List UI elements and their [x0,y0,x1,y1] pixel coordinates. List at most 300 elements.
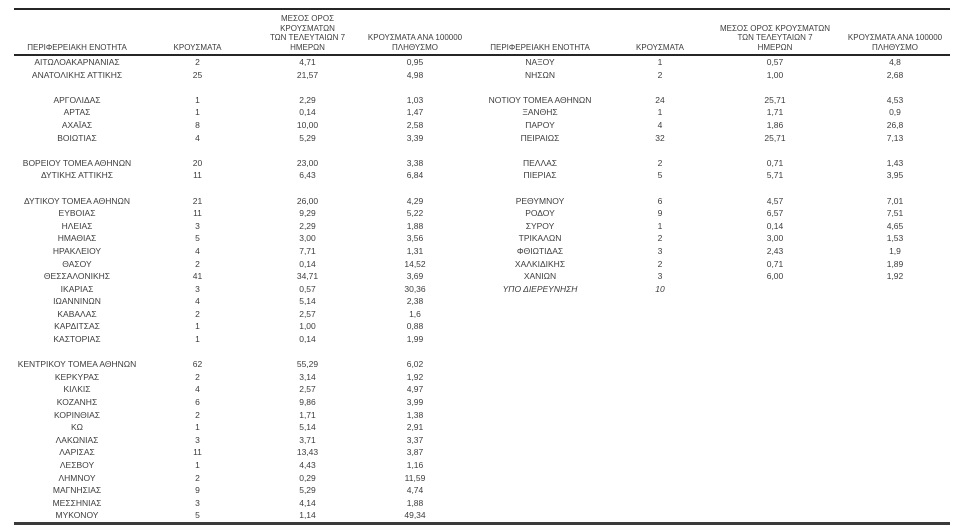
avg7-cell [255,182,360,195]
region-cell: ΘΕΣΣΑΛΟΝΙΚΗΣ [43,271,111,282]
table-row [14,320,950,333]
table-row [14,497,950,510]
cases-cell [610,81,710,94]
region-cell: ΚΟΡΙΝΘΙΑΣ [53,409,101,420]
table-row [14,132,950,145]
avg7-cell: 0,29 [299,472,316,483]
avg7-cell: 0,57 [299,283,316,294]
col-header-region-left: ΠΕΡΙΦΕΡΕΙΑΚΗ ΕΝΟΤΗΤΑ [14,9,140,55]
region-cell: ΑΡΤΑΣ [63,107,91,118]
table-row [14,434,950,447]
cases-cell: 2 [195,409,200,420]
region-cell [470,358,610,371]
avg7-cell [710,446,840,459]
region-cell: ΑΙΤΩΛΟΑΚΑΡΝΑΝΙΑΣ [34,57,120,67]
table-row [14,220,950,233]
per100k-cell [840,144,950,157]
avg7-cell: 1,71 [766,107,784,118]
table-header [14,9,950,55]
region-cell: ΡΟΔΟΥ [525,208,555,219]
table-row [14,245,950,258]
per100k-cell: 1,43 [886,157,904,168]
per100k-cell: 6,84 [406,170,424,181]
table-row [14,207,950,220]
cases-cell: 9 [195,485,200,496]
region-cell: ΣΥΡΟΥ [525,220,555,231]
cases-cell [610,396,710,409]
table-row [14,484,950,497]
cases-cell: 2 [657,157,663,168]
region-cell: ΚΟΖΑΝΗΣ [56,397,98,408]
region-cell [470,383,610,396]
table-row [14,421,950,434]
table-row [14,94,950,107]
cases-cell: 20 [192,157,203,168]
per100k-cell: 1,31 [406,245,424,256]
avg7-cell [710,182,840,195]
cases-cell: 1 [195,460,200,470]
region-cell: ΚΕΝΤΡΙΚΟΥ ΤΟΜΕΑ ΑΘΗΝΩΝ [17,359,137,370]
per100k-cell: 6,02 [406,359,424,370]
avg7-cell: 2,29 [299,220,316,231]
region-cell: ΠΕΙΡΑΙΩΣ [520,132,560,143]
cases-cell [610,497,710,510]
col-header-per100k-right [840,9,950,55]
per100k-cell: 11,59 [404,472,426,483]
region-cell: ΜΥΚΟΝΟΥ [55,510,99,521]
region-cell: ΛΑΚΩΝΙΑΣ [55,434,99,445]
col-header-per100k-line2: ΠΛΗΘΥΣΜΟ [391,42,439,52]
per100k-cell: 7,51 [886,208,904,219]
region-cell [470,81,610,94]
avg7-cell [710,320,840,333]
region-cell: ΘΑΣΟΥ [62,258,92,269]
avg7-cell: 4,57 [766,195,784,206]
cases-cell: 8 [195,119,200,130]
avg7-cell: 3,00 [299,233,316,244]
region-cell: ΕΥΒΟΙΑΣ [58,208,96,219]
per100k-cell: 7,01 [886,195,904,206]
per100k-cell: 0,88 [406,321,424,332]
avg7-cell: 5,29 [299,132,316,143]
region-cell: ΒΟΡΕΙΟΥ ΤΟΜΕΑ ΑΘΗΝΩΝ [22,157,132,168]
cases-cell: 4 [195,384,200,395]
avg7-cell [255,81,360,94]
avg7-cell: 0,71 [766,157,784,168]
per100k-cell [840,295,950,308]
cases-cell: 4 [195,245,200,256]
cases-cell [610,409,710,422]
region-cell: ΔΥΤΙΚΟΥ ΤΟΜΕΑ ΑΘΗΝΩΝ [23,195,131,206]
cases-cell: 2 [195,57,200,67]
avg7-cell [710,434,840,447]
cases-cell: 1 [657,57,663,67]
table-row [14,169,950,182]
cases-cell [140,346,255,359]
per100k-cell: 5,22 [406,208,424,219]
avg7-cell [255,346,360,359]
col-header-per100k-line1: ΚΡΟΥΣΜΑΤΑ ΑΝΑ 100000 [847,33,943,42]
region-cell: ΥΠΟ ΔΙΕΡΕΥΝΗΣΗ [502,283,578,294]
avg7-cell: 2,57 [299,308,316,319]
per100k-cell [840,346,950,359]
cases-cell: 3 [195,220,200,231]
avg7-cell: 0,71 [766,258,784,269]
per100k-cell: 1,38 [406,409,424,420]
region-cell [470,446,610,459]
avg7-cell: 0,14 [766,220,784,231]
region-cell: ΗΡΑΚΛΕΙΟΥ [52,245,102,256]
region-cell [470,182,610,195]
col-header-per100k-left [360,9,470,55]
avg7-cell [710,333,840,346]
cases-cell: 4 [657,119,663,130]
per100k-cell [840,497,950,510]
region-cell: ΛΕΣΒΟΥ [59,460,95,470]
col-header-per100k-line1: ΚΡΟΥΣΜΑΤΑ ΑΝΑ 100000 [367,33,463,42]
cases-cell: 11 [193,208,202,219]
avg7-cell [710,308,840,321]
avg7-cell: 5,14 [299,296,316,307]
per100k-cell [840,81,950,94]
avg7-cell: 0,57 [766,57,784,67]
per100k-cell [840,320,950,333]
avg7-cell [710,283,840,296]
per100k-cell: 4,8 [889,57,901,67]
per100k-cell: 1,47 [406,107,424,118]
region-cell: ΧΑΝΙΩΝ [523,271,557,282]
per100k-cell: 4,97 [406,384,424,395]
per100k-cell: 3,56 [406,233,424,244]
avg7-cell: 55,29 [296,359,319,370]
region-cell: ΜΕΣΣΗΝΙΑΣ [52,497,102,508]
per100k-cell [840,434,950,447]
col-header-cases-right: ΚΡΟΥΣΜΑΤΑ [610,9,710,55]
avg7-cell: 25,71 [764,94,786,105]
avg7-cell: 1,00 [766,69,784,80]
cases-cell: 5 [195,510,200,521]
table-row [14,295,950,308]
avg7-cell: 2,57 [299,384,316,395]
cases-cell [610,308,710,321]
avg7-cell: 6,43 [299,170,316,181]
region-cell: ΦΘΙΩΤΙΔΑΣ [516,245,564,256]
avg7-cell: 1,71 [299,409,316,420]
region-cell [14,346,140,359]
col-header-avg7-left [255,9,360,55]
region-cell: ΒΟΙΩΤΙΑΣ [57,132,97,143]
avg7-cell: 4,71 [299,57,316,67]
cases-cell: 3 [195,497,200,508]
region-cell: ΚΕΡΚΥΡΑΣ [54,371,100,382]
cases-cell: 3 [657,271,663,282]
per100k-cell: 30,36 [404,283,426,294]
per100k-cell: 4,29 [406,195,424,206]
per100k-cell [840,509,950,523]
region-cell [470,308,610,321]
cases-cell [610,459,710,472]
cases-cell: 62 [192,359,203,370]
per100k-cell [840,446,950,459]
avg7-cell [710,396,840,409]
region-cell [470,497,610,510]
avg7-cell: 4,14 [299,497,316,508]
avg7-cell: 5,29 [299,485,316,496]
per100k-cell: 3,99 [406,397,424,408]
region-cell: ΔΥΤΙΚΗΣ ΑΤΤΙΚΗΣ [40,170,114,181]
region-cell: ΡΕΘΥΜΝΟΥ [515,195,565,206]
table-row [14,258,950,271]
table-row [14,55,950,69]
cases-cell: 5 [195,233,200,244]
avg7-cell: 13,43 [296,447,319,458]
per100k-cell: 3,38 [406,157,424,168]
table-row [14,195,950,208]
avg7-cell: 5,71 [766,170,784,181]
table-row [14,283,950,296]
header-row [14,9,950,55]
avg7-cell [710,509,840,523]
avg7-cell [710,371,840,384]
table-body [14,55,950,523]
avg7-cell [710,472,840,485]
cases-table [14,8,950,525]
region-cell [470,484,610,497]
col-header-avg7-line1: ΜΕΣΟΣ ΟΡΟΣ ΚΡΟΥΣΜΑΤΩΝ [280,14,335,33]
region-cell: ΜΑΓΝΗΣΙΑΣ [52,485,102,496]
avg7-cell: 7,71 [299,245,316,256]
region-cell: ΙΩΑΝΝΙΝΩΝ [53,296,101,307]
per100k-cell [840,472,950,485]
cases-cell [610,371,710,384]
col-header-avg7-line2: ΤΩΝ ΤΕΛΕΥΤΑΙΩΝ 7 [737,33,813,42]
region-cell: ΚΑΒΑΛΑΣ [57,308,97,319]
cases-cell: 10 [655,283,665,294]
per100k-cell [840,371,950,384]
region-cell [470,144,610,157]
per100k-cell: 1,03 [406,94,424,105]
avg7-cell: 34,71 [296,271,319,282]
avg7-cell: 3,71 [299,434,316,445]
table-row [14,509,950,523]
region-cell [470,333,610,346]
region-cell [14,182,140,195]
cases-cell: 1 [195,321,200,332]
region-cell [14,144,140,157]
per100k-cell [360,81,470,94]
per100k-cell: 3,87 [406,447,424,458]
table-row [14,232,950,245]
avg7-cell: 1,14 [299,510,316,521]
avg7-cell: 9,29 [299,208,316,219]
cases-cell: 3 [195,283,200,294]
cases-cell: 1 [195,422,200,433]
avg7-cell [255,144,360,157]
region-cell [470,421,610,434]
avg7-cell [710,144,840,157]
avg7-cell: 4,43 [299,460,316,470]
cases-cell: 1 [195,334,200,345]
table-row [14,157,950,170]
avg7-cell: 6,00 [766,271,784,282]
avg7-cell: 0,14 [299,258,316,269]
region-cell [470,409,610,422]
col-header-avg7-line1: ΜΕΣΟΣ ΟΡΟΣ ΚΡΟΥΣΜΑΤΩΝ [719,23,831,33]
table-row [14,119,950,132]
region-cell [470,472,610,485]
per100k-cell: 2,68 [886,69,904,80]
table-row [14,308,950,321]
avg7-cell [710,383,840,396]
per100k-cell [840,421,950,434]
per100k-cell [360,182,470,195]
per100k-cell: 2,91 [406,422,424,433]
col-header-avg7-line3: ΗΜΕΡΩΝ [290,42,325,52]
table-row [14,69,950,82]
col-header-avg7-right [710,9,840,55]
avg7-cell: 5,14 [299,422,316,433]
col-header-cases-left: ΚΡΟΥΣΜΑΤΑ [140,9,255,55]
per100k-cell: 3,95 [886,170,904,181]
per100k-cell [840,333,950,346]
avg7-cell [710,497,840,510]
cases-cell: 4 [195,296,200,307]
cases-cell [610,333,710,346]
per100k-cell: 0,95 [406,57,424,67]
cases-cell [140,81,255,94]
cases-cell [610,446,710,459]
table-row [14,472,950,485]
cases-cell: 1 [657,220,663,231]
region-cell: ΝΗΣΩΝ [524,69,556,80]
cases-cell: 11 [193,447,202,458]
region-cell: ΠΙΕΡΙΑΣ [523,170,557,181]
cases-cell [610,484,710,497]
cases-cell [610,320,710,333]
per100k-cell: 3,39 [406,132,424,143]
per100k-cell: 3,37 [406,434,424,445]
cases-cell [610,421,710,434]
avg7-cell: 6,57 [766,208,784,219]
cases-cell [610,144,710,157]
region-cell [470,396,610,409]
table-row [14,371,950,384]
per100k-cell: 26,8 [886,119,904,130]
region-cell [470,371,610,384]
avg7-cell [710,484,840,497]
per100k-cell [840,383,950,396]
region-cell: ΛΑΡΙΣΑΣ [59,447,95,458]
region-cell: ΠΕΛΛΑΣ [522,157,558,168]
cases-cell: 6 [195,397,200,408]
region-cell: ΚΑΡΔΙΤΣΑΣ [54,321,100,332]
region-cell: ΚΩ [70,422,84,433]
region-cell [470,320,610,333]
per100k-cell: 1,92 [406,371,424,382]
cases-cell: 1 [195,94,200,105]
col-header-region-right: ΠΕΡΙΦΕΡΕΙΑΚΗ ΕΝΟΤΗΤΑ [470,9,610,55]
cases-cell: 41 [192,271,203,282]
per100k-cell: 4,53 [886,94,904,105]
cases-cell: 32 [655,132,665,143]
cases-cell: 4 [195,132,200,143]
per100k-cell: 1,89 [886,258,904,269]
per100k-cell [840,396,950,409]
avg7-cell [710,358,840,371]
col-header-avg7-line3: ΗΜΕΡΩΝ [757,42,793,52]
table-row [14,333,950,346]
cases-cell: 6 [657,195,663,206]
per100k-cell [840,182,950,195]
cases-cell: 9 [657,208,663,219]
per100k-cell [840,308,950,321]
cases-cell [610,182,710,195]
cases-cell [140,144,255,157]
avg7-cell: 3,00 [766,233,784,244]
region-cell: ΤΡΙΚΑΛΩΝ [518,233,562,244]
avg7-cell: 21,57 [296,69,319,80]
cases-cell [610,472,710,485]
avg7-cell: 1,86 [766,119,784,130]
avg7-cell [710,409,840,422]
region-cell: ΠΑΡΟΥ [525,119,555,130]
avg7-cell [710,295,840,308]
cases-cell: 1 [657,107,663,118]
per100k-cell: 3,69 [406,271,424,282]
col-header-per100k-line2: ΠΛΗΘΥΣΜΟ [871,42,919,52]
avg7-cell: 1,00 [299,321,316,332]
avg7-cell [710,459,840,472]
cases-cell: 2 [657,258,663,269]
table-row [14,346,950,359]
cases-cell: 2 [195,371,200,382]
cases-cell [610,434,710,447]
avg7-cell: 3,14 [299,371,316,382]
per100k-cell: 1,9 [889,245,901,256]
per100k-cell [840,459,950,472]
region-cell [470,295,610,308]
per100k-cell [360,346,470,359]
avg7-cell: 23,00 [296,157,319,168]
cases-cell: 3 [195,434,200,445]
avg7-cell [710,81,840,94]
region-cell: ΚΑΣΤΟΡΙΑΣ [53,334,101,345]
cases-cell [610,346,710,359]
table-row [14,383,950,396]
table-row [14,106,950,119]
per100k-cell: 4,74 [406,485,424,496]
per100k-cell: 1,99 [406,334,424,345]
region-cell: ΝΑΞΟΥ [525,57,555,67]
region-cell: ΑΡΓΟΛΙΔΑΣ [53,94,101,105]
cases-cell: 2 [195,258,200,269]
region-cell [470,434,610,447]
per100k-cell: 2,38 [406,296,424,307]
avg7-cell: 10,00 [296,119,319,130]
region-cell: ΚΙΛΚΙΣ [63,384,91,395]
table-row [14,81,950,94]
region-cell: ΗΜΑΘΙΑΣ [57,233,97,244]
per100k-cell: 49,34 [404,510,426,521]
cases-cell [610,509,710,523]
cases-cell: 2 [195,472,200,483]
per100k-cell [840,358,950,371]
cases-cell [610,295,710,308]
table-row [14,144,950,157]
per100k-cell: 1,16 [406,460,424,470]
cases-cell [140,182,255,195]
cases-cell: 21 [192,195,203,206]
